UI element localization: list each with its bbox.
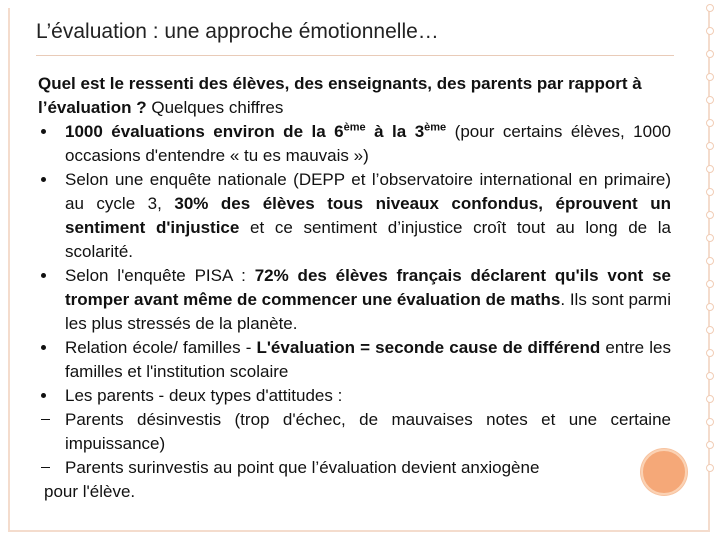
decorative-dot [706, 372, 714, 380]
dash-marker [41, 408, 61, 432]
list-item-text: 30% des élèves tous niveaux confondus, éprouvent un sentiment d'injustice [65, 194, 671, 237]
list-item-text: Parents surinvestis au point que l’évaluation devient anxiogène [65, 458, 540, 477]
decorative-dot [706, 441, 714, 449]
list-item-text: à la 3 [365, 122, 425, 141]
decorative-dot [706, 257, 714, 265]
list-item [38, 120, 671, 168]
decorative-dot [706, 188, 714, 196]
list-item [38, 336, 671, 384]
decorative-orange-circle [641, 449, 687, 495]
list-item [38, 408, 671, 456]
title-divider [36, 55, 674, 56]
decorative-dot [706, 119, 714, 127]
list-item-text: Les parents - deux types d'attitudes : [65, 386, 343, 405]
list-item [38, 168, 671, 264]
decorative-dot [706, 27, 714, 35]
list-item-text: (pour certains élèves, 1000 occasions d'entendre « tu es mauvais ») [65, 122, 671, 165]
dash-marker [41, 456, 61, 480]
intro-paragraph [38, 72, 671, 120]
decorative-dot [706, 464, 714, 472]
slide-title: L’évaluation : une approche émotionnelle… [36, 20, 439, 43]
decorative-dot [706, 349, 714, 357]
decorative-dot [706, 280, 714, 288]
list-item [38, 384, 671, 408]
decorative-dot [706, 142, 714, 150]
bullet-marker [41, 120, 61, 144]
list-item-text: Selon une enquête nationale (DEPP et l’observatoire international en primaire) au cycle 3, [65, 170, 671, 213]
decorative-dot [706, 73, 714, 81]
bullet-marker [41, 384, 61, 408]
decorative-dot [706, 4, 714, 12]
list-item-text: Parents désinvestis (trop d'échec, de mauvaises notes et une certaine impuissance) [65, 410, 671, 453]
intro-subtitle: Quelques chiffres [146, 98, 284, 117]
bullet-list [38, 120, 671, 480]
list-item-text: 1000 évaluations environ de la 6 [65, 122, 344, 141]
slide-body [38, 72, 671, 504]
list-item-text: entre les familles et l'institution scolaire [65, 338, 671, 381]
list-item-text: L'évaluation = seconde cause de différend [256, 338, 601, 357]
bullet-marker [41, 336, 61, 360]
decorative-dot [706, 326, 714, 334]
decorative-dot [706, 303, 714, 311]
list-item-text: Selon l'enquête PISA : [65, 266, 255, 285]
decorative-dot [706, 165, 714, 173]
decorative-dot [706, 50, 714, 58]
bullet-marker [41, 264, 61, 288]
intro-question: Quel est le ressenti des élèves, des enseignants, des parents par rapport à l’évaluation ? [38, 74, 642, 117]
list-item-text: . Ils sont parmi les plus stressés de la planète. [65, 290, 671, 333]
decorative-dot [706, 96, 714, 104]
list-item-text: et ce sentiment d’injustice croît tout au long de la scolarité. [65, 218, 671, 261]
decorative-dot [706, 418, 714, 426]
decorative-dot [706, 234, 714, 242]
decorative-dot [706, 395, 714, 403]
list-item-text: Relation école/ familles - [65, 338, 257, 357]
list-tail-text: pour l'élève. [44, 482, 136, 501]
list-item-text: ème [424, 121, 447, 134]
list-item [38, 456, 671, 480]
decorative-dot-rail [706, 4, 714, 444]
bullet-marker [41, 168, 61, 192]
list-item-text: ème [343, 121, 366, 134]
list-item [38, 264, 671, 336]
list-item-text: 72% des élèves français déclarent qu'ils vont se tromper avant même de commencer une évaluation de maths [65, 266, 671, 309]
decorative-dot [706, 211, 714, 219]
